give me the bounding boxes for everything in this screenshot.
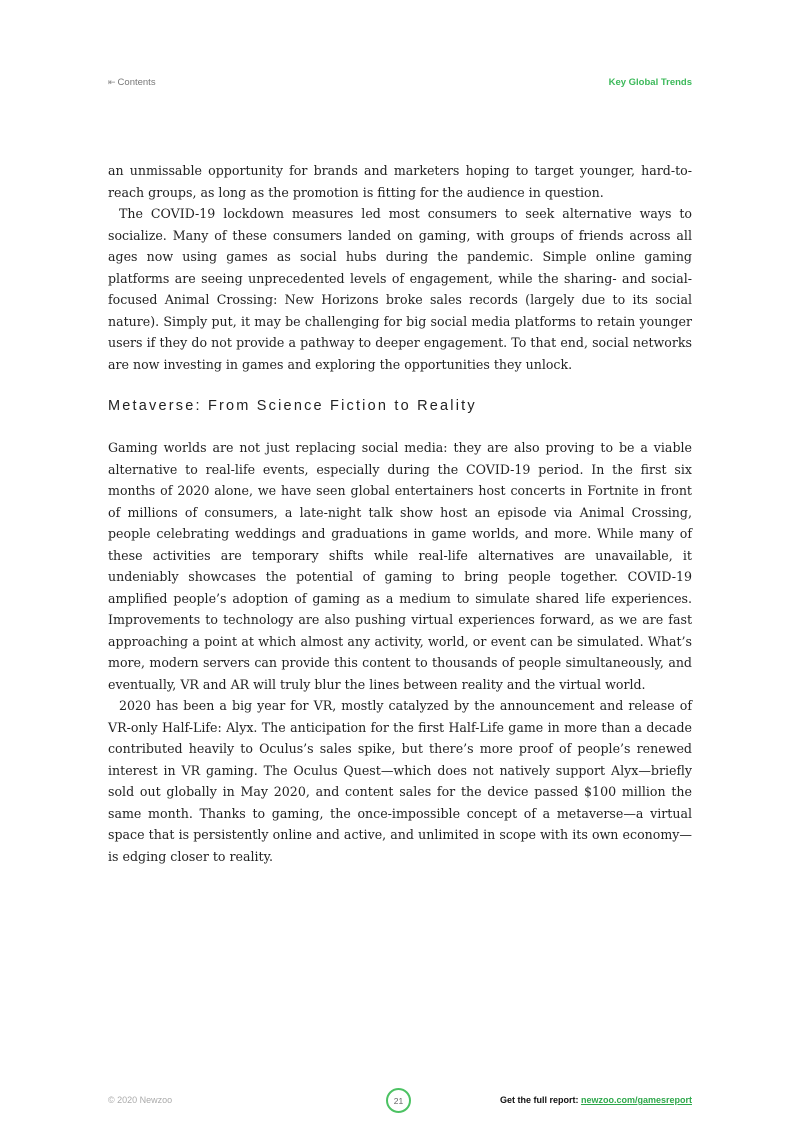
page-number-badge [386, 1088, 411, 1113]
contents-link[interactable] [108, 77, 156, 88]
copyright: © 2020 Newzoo [108, 1095, 173, 1105]
arrow-left-icon: ⇤ [108, 77, 116, 87]
article-body [108, 160, 692, 867]
section-heading: Metaverse: From Science Fiction to Reality [108, 398, 477, 414]
cta-label: Get the full report: [499, 1095, 579, 1105]
paragraph: The COVID-19 lockdown measures led most consumers to seek alternative ways to socialize. Many of these consumers landed on gaming, with groups of friends across all ages now using games as social hubs during the pandemic. Simple online gaming platforms are seeing unprecedented levels of engagement, while the sharing- and social-focused Animal Crossing: New Horizons broke sales records (largely due to its social nature). Simply put, it may be challenging for big social media platforms to retain younger users if they do not provide a pathway to deeper engagement. To that end, social networks are now investing in games and exploring the opportunities they unlock. [108, 206, 692, 372]
paragraph: an unmissable opportunity for brands and marketers hoping to target younger, hard-to-reach groups, as long as the promotion is fitting for the audience in question. [108, 163, 692, 200]
full-report-link[interactable]: newzoo.com/gamesreport [580, 1095, 692, 1105]
full-report-cta [500, 1095, 692, 1105]
page-number: 21 [393, 1095, 404, 1106]
section-label: Key Global Trends [608, 77, 692, 88]
paragraph: Gaming worlds are not just replacing social media: they are also proving to be a viable alternative to real-life events, especially during the COVID-19 period. In the first six months of 2020 alone, we have seen global entertainers host concerts in Fortnite in front of millions of consumers, a late-night talk show host an episode via Animal Crossing, people celebrating weddings and graduations in game worlds, and more. While many of these activities are temporary shifts while real-life alternatives are unavailable, it undeniably showcases the potential of gaming to bring people together. COVID-19 amplified people’s adoption of gaming as a medium to simulate shared life experiences. Improvements to technology are also pushing virtual experiences forward, as we are fast approaching a point at which almost any activity, world, or event can be simulated. What’s more, modern servers can provide this content to thousands of people simultaneously, and eventually, VR and AR will truly blur the lines between reality and the virtual world. [108, 440, 692, 692]
contents-label: Contents [117, 77, 156, 88]
paragraph: 2020 has been a big year for VR, mostly catalyzed by the announcement and release of VR-only Half-Life: Alyx. The anticipation for the first Half-Life game in more than a decade contributed heavily to Oculus’s sales spike, but there’s more proof of people’s renewed interest in VR gaming. The Oculus Quest—which does not natively support Alyx—briefly sold out globally in May 2020, and content sales for the device passed $100 million the same month. Thanks to gaming, the once-impossible concept of a metaverse—a virtual space that is persistently online and active, and unlimited in scope with its own economy—is edging closer to reality. [108, 698, 692, 864]
